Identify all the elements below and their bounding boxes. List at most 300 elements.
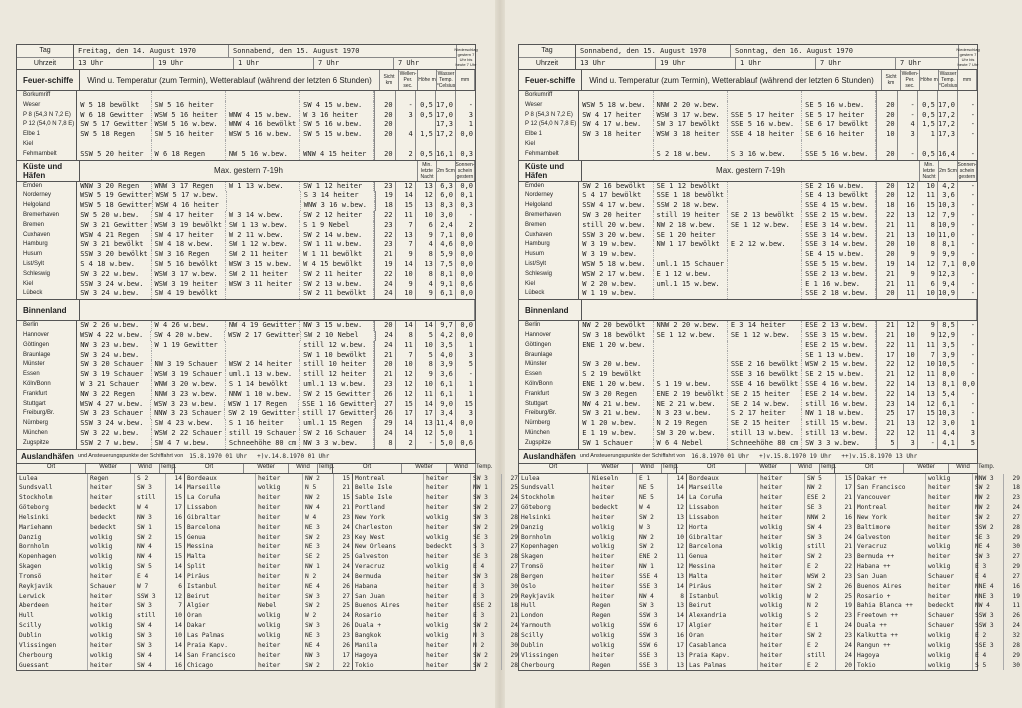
- port-temp: 16: [676, 632, 684, 639]
- port-name: New York: [855, 513, 926, 523]
- port-wind: SW 2: [805, 552, 836, 562]
- port-weather: wolkig: [590, 523, 637, 533]
- port-wind: W 4: [637, 503, 668, 513]
- weather-obs: [728, 250, 802, 260]
- weather-obs: SW 5 16 w.bew.: [300, 120, 374, 130]
- measure-value: 17,0: [436, 100, 453, 109]
- port-name: Algier: [687, 621, 758, 631]
- weather-obs: SSE 5 16 w.bew.: [802, 150, 876, 160]
- weather-obs: W 6 4 Nebel: [654, 439, 728, 449]
- station-row: [17, 91, 475, 101]
- port-row: [17, 661, 518, 671]
- port-temp: 23: [342, 632, 350, 639]
- measure-value: 12: [395, 380, 415, 390]
- weather-obs: [728, 270, 802, 280]
- port-temp: 26: [1012, 612, 1020, 620]
- port-wind: SE 2: [303, 552, 334, 562]
- kueste-col-min2: 2m 5cm: [437, 161, 456, 181]
- port-weather: Schauer: [88, 582, 135, 592]
- port-name: Portland: [353, 503, 424, 513]
- port-wind: E 4: [973, 651, 1004, 661]
- measure-value: 24: [374, 341, 394, 351]
- station-row: [519, 380, 977, 390]
- port-name: Manila: [353, 641, 424, 651]
- station-name: P 12 (54,0 N 7,8 E): [17, 120, 77, 130]
- port-temp: 15: [174, 533, 182, 541]
- feuerschiffe-header: [519, 70, 977, 91]
- measure-value: 0,3: [455, 201, 475, 211]
- measure-value: 23: [374, 182, 394, 192]
- measure-value: [435, 91, 455, 101]
- weather-obs: SSE 2 16 bewölkt: [728, 360, 802, 370]
- measure-value: -: [897, 111, 917, 121]
- port-temp: 15: [342, 474, 350, 482]
- port-temp: 21: [844, 494, 852, 502]
- port-temp: 23: [844, 632, 852, 639]
- weather-obs: NNW 1 10 w.bew.: [226, 390, 300, 400]
- weather-obs: still 19 Schauer: [226, 429, 300, 439]
- measure-value: 13: [897, 211, 917, 221]
- col-ort: Ort: [333, 464, 402, 473]
- port-temp: 15: [174, 494, 182, 502]
- port-temp: 28: [510, 632, 518, 639]
- binnenland-header: [17, 300, 475, 321]
- measure-value: 10: [917, 360, 937, 370]
- port-weather: heiter: [424, 592, 471, 602]
- port-weather: heiter: [590, 552, 637, 562]
- measure-value: 3,9: [937, 351, 957, 361]
- measure-value: 1: [957, 419, 977, 429]
- measure-value: 20: [374, 321, 394, 331]
- port-temp: 12: [676, 543, 684, 551]
- port-weather: wolkig: [926, 641, 973, 651]
- weather-obs: NW 3 22 Regen: [77, 390, 151, 400]
- rain-header: Niederschlag gestern 7 Uhr bis heute 7 Uhr: [454, 47, 478, 67]
- measure-value: 12: [917, 419, 937, 429]
- port-name: Messina: [185, 542, 256, 552]
- weather-obs: NNW 2 20 w.bew.: [654, 321, 728, 331]
- port-name: Bordeaux: [185, 474, 256, 484]
- measure-value: -: [897, 101, 917, 111]
- port-name: Montreal: [353, 474, 424, 484]
- measure-value: 10,3: [938, 201, 955, 210]
- port-row: [17, 592, 518, 602]
- date-header: [17, 45, 478, 70]
- measure-value: -: [957, 250, 977, 260]
- measure-value: 8: [917, 240, 937, 250]
- port-temp: 24: [342, 612, 350, 620]
- weather-obs: WSW 3 19 Schauer: [152, 370, 226, 380]
- feuerschiffe-col-per: Wellen- Per. sec.: [399, 71, 417, 89]
- port-name: Galveston: [353, 552, 424, 562]
- measure-value: -: [917, 439, 937, 449]
- port-name: Tromsö: [17, 572, 88, 582]
- port-weather: wolkig: [88, 611, 135, 621]
- port-wind: SE 3: [973, 533, 1004, 543]
- port-wind: still: [135, 611, 166, 621]
- weather-obs: SW 1 Schauer: [579, 439, 653, 449]
- port-weather: wolkig: [758, 592, 805, 602]
- kueste-col-min: Min. letzte Nacht: [418, 161, 437, 181]
- port-wind: NNE 3: [973, 592, 1004, 602]
- port-temp: 15: [174, 523, 182, 531]
- port-name: Piräus: [185, 572, 256, 582]
- port-name: Genua: [687, 552, 758, 562]
- station-name: Fehmarnbelt: [519, 150, 579, 160]
- port-row: [17, 572, 518, 582]
- measure-value: 10: [917, 289, 937, 299]
- measure-value: 9,0: [435, 400, 455, 410]
- port-wind: NW 2: [637, 533, 668, 543]
- weather-obs: SE 5 16 w.bew.: [802, 101, 876, 111]
- measure-value: 1,5: [415, 130, 435, 140]
- measure-value: 8: [917, 221, 937, 231]
- measure-value: 12: [415, 191, 435, 201]
- port-wind: NNW 2: [805, 513, 836, 523]
- station-row: [17, 331, 475, 341]
- measure-value: 9: [917, 270, 937, 280]
- weather-obs: [579, 140, 653, 150]
- weather-obs: W 6 18 Regen: [152, 150, 226, 160]
- port-name: Guessant: [17, 661, 88, 671]
- measure-value: 17: [876, 351, 896, 361]
- measure-value: 10: [897, 351, 917, 361]
- port-weather: heiter: [926, 582, 973, 592]
- measure-value: 9: [395, 250, 415, 260]
- auslandhaefen-subtitle: und Ansteuerungspunkte der Schiffahrt von: [77, 453, 184, 459]
- kueste-desc: Max. gestern 7-19h: [80, 161, 418, 181]
- weather-obs: WSW 5 16 heiter: [152, 111, 226, 121]
- station-name: Göttingen: [17, 341, 77, 351]
- weather-obs: SW 4 19 bewölkt: [152, 289, 226, 299]
- col-temp: Temp.: [978, 463, 995, 470]
- station-name: Weser: [519, 101, 579, 111]
- port-name: Dakar ++: [855, 474, 926, 484]
- measure-value: 12: [897, 321, 917, 331]
- weather-obs: SW 1 11 w.bew.: [300, 240, 374, 250]
- port-weather: wolkig: [88, 651, 135, 661]
- port-temp: 25: [342, 602, 350, 610]
- port-weather: wolkig: [590, 542, 637, 552]
- weather-obs: WSW 2 17 Gewitter: [225, 331, 301, 341]
- measure-value: 22: [876, 341, 896, 351]
- weather-obs: WSW 5 16 w.bew.: [226, 130, 300, 140]
- station-name: Münster: [519, 360, 579, 370]
- feuerschiffe-desc: Wind u. Temperatur (zum Termin), Wetterablauf (während der letzten 6 Stunden): [582, 70, 882, 90]
- port-weather: wolkig: [758, 542, 805, 552]
- weather-obs: W 3 21 Schauer: [77, 380, 151, 390]
- station-name: Köln/Bonn: [17, 380, 77, 390]
- port-temp: 30: [510, 641, 518, 649]
- measure-value: 8,1: [435, 270, 455, 280]
- measure-value: [897, 91, 917, 101]
- weather-obs: S 2 17 heiter: [728, 409, 802, 419]
- port-weather: heiter: [926, 503, 973, 513]
- weather-obs: SSE 5 17 heiter: [728, 111, 802, 121]
- station-name: Essen: [17, 370, 77, 380]
- measure-value: 8,0: [937, 370, 957, 380]
- port-weather: heiter: [256, 562, 303, 572]
- measure-value: -: [455, 370, 475, 380]
- station-name: München: [519, 429, 579, 439]
- measure-value: 11: [917, 429, 937, 439]
- weather-obs: SW 5 15 w.bew.: [300, 130, 374, 140]
- measure-value: 0,0: [455, 270, 475, 280]
- port-wind: SW 3: [805, 533, 836, 543]
- port-temp: 27: [342, 592, 350, 600]
- port-temp: 15: [844, 474, 852, 482]
- port-name: Habana: [353, 582, 424, 592]
- col-ort: Ort: [835, 464, 904, 473]
- measure-value: 3,9: [435, 360, 455, 370]
- port-wind: SW 3: [135, 631, 166, 641]
- tag-label-block: [519, 45, 576, 69]
- measure-value: 16,1: [436, 149, 453, 158]
- weather-obs: SSE 2 13 w.bew.: [802, 270, 876, 280]
- port-name: Sundsvall: [519, 483, 590, 493]
- port-name: Gibraltar: [185, 513, 256, 523]
- col-wind: Wind: [791, 464, 820, 473]
- port-temp: 29: [510, 651, 518, 659]
- port-weather: heiter: [88, 601, 135, 611]
- port-weather: wolkig: [590, 621, 637, 631]
- weather-obs: WSW 3 19 heiter: [152, 280, 226, 290]
- station-name: Frankfurt: [519, 390, 579, 400]
- weather-obs: [728, 182, 802, 192]
- weather-obs: SW 3 21 Gewitter: [77, 221, 151, 231]
- weather-obs: WSW 2 17 w.bew.: [579, 270, 653, 280]
- measure-value: -: [957, 331, 977, 341]
- port-row: [519, 533, 1020, 543]
- station-row: [17, 270, 475, 280]
- measure-value: [937, 91, 957, 101]
- station-name: Stuttgart: [519, 400, 579, 410]
- port-temp: 23: [1012, 494, 1020, 502]
- station-name: Münster: [17, 360, 77, 370]
- station-name: Husum: [17, 250, 77, 260]
- hour-h3: 1 Uhr: [736, 58, 816, 70]
- measure-value: [917, 140, 937, 150]
- measure-value: 4,2: [435, 331, 455, 341]
- measure-value: 1: [455, 390, 475, 400]
- port-row: [519, 621, 1020, 631]
- weather-obs: WNW 3 20 Regen: [77, 182, 151, 192]
- measure-value: 0,5: [917, 101, 937, 111]
- weather-obs: SE 2 16 w.bew.: [802, 182, 876, 192]
- weather-obs: [654, 370, 728, 380]
- port-weather: heiter: [758, 641, 805, 651]
- port-weather: wolkig: [88, 562, 135, 572]
- port-name: Dublin: [17, 631, 88, 641]
- weather-obs: WNW 4 16 bewölkt: [226, 120, 300, 130]
- port-wind: SW 5: [135, 562, 166, 572]
- weather-obs: SW 4 7 w.bew.: [152, 439, 226, 449]
- port-name: Helsinki: [519, 513, 590, 523]
- port-name: Duala +: [353, 621, 424, 631]
- port-name: Freetown ++: [855, 611, 926, 621]
- hour-h4: 7 Uhr: [314, 58, 394, 70]
- measure-value: 0,0: [455, 130, 475, 140]
- weather-obs: NW 4 19 Gewitter: [226, 321, 300, 331]
- port-weather: Regen: [88, 474, 135, 484]
- port-temp: 23: [342, 513, 350, 521]
- station-name: List/Sylt: [17, 260, 77, 270]
- measure-value: 27: [375, 400, 395, 410]
- weather-obs: SE 6 16 heiter: [802, 130, 876, 140]
- port-name: Tokio: [353, 661, 424, 671]
- measure-value: 0,1: [455, 191, 475, 201]
- station-name: Braunlage: [17, 351, 77, 361]
- auslandhaefen-title: Auslandhäfen: [523, 451, 576, 461]
- weather-obs: SW 2 11 heiter: [226, 270, 300, 280]
- station-row: [519, 250, 977, 260]
- measure-value: 1: [455, 380, 475, 390]
- weather-obs: E 3 14 heiter: [728, 321, 802, 331]
- port-row: [519, 493, 1020, 503]
- port-name: Beirut: [687, 601, 758, 611]
- weather-obs: SE 1 12 w.bew.: [654, 331, 728, 341]
- port-name: Hull: [519, 601, 590, 611]
- kueste-header: [17, 161, 475, 182]
- port-name: Hagoya: [855, 651, 926, 661]
- measure-value: 22: [876, 429, 896, 439]
- weather-obs: SE 2 15 heiter: [728, 419, 802, 429]
- port-temp: 22: [844, 563, 852, 571]
- port-wind: E 3: [471, 582, 502, 592]
- weather-obs: WSW 3 19 bewölkt: [152, 221, 226, 231]
- station-row: [17, 439, 475, 449]
- weather-obs: SSE 4 18 heiter: [728, 130, 802, 140]
- measure-value: 0,0: [957, 260, 977, 270]
- port-weather: heiter: [758, 483, 805, 493]
- measure-value: 22: [876, 380, 896, 390]
- port-temp: 24: [342, 572, 350, 580]
- weather-obs: S 1 16 heiter: [226, 419, 300, 429]
- station-name: Zugspitze: [519, 439, 579, 449]
- measure-value: 2: [395, 439, 415, 449]
- port-weather: wolkig: [88, 533, 135, 543]
- port-name: Gibraltar: [687, 533, 758, 543]
- measure-value: [957, 140, 977, 150]
- station-name: Braunlage: [519, 351, 579, 361]
- port-weather: heiter: [590, 483, 637, 493]
- weather-obs: SSE 5 15 w.bew.: [802, 260, 876, 270]
- port-weather: wolkig: [926, 651, 973, 661]
- weather-obs: SW 3 24 w.bew.: [77, 289, 151, 299]
- measure-value: 0,5: [415, 101, 435, 111]
- measure-value: -: [957, 201, 977, 211]
- station-name: Bremen: [519, 221, 579, 231]
- port-temp: 29: [1012, 474, 1020, 482]
- hour-h4: 7 Uhr: [816, 58, 896, 70]
- col-wetter: Wetter: [746, 464, 791, 473]
- measure-value: 10: [897, 240, 917, 250]
- hour-h2: 19 Uhr: [154, 58, 234, 70]
- weather-obs: SE 1 12 w.bew.: [728, 221, 802, 231]
- weather-obs: [152, 351, 226, 361]
- measure-value: 0,5: [917, 111, 937, 121]
- measure-value: 0,6: [455, 439, 475, 449]
- port-weather: heiter: [758, 631, 805, 641]
- measure-value: [395, 140, 415, 150]
- weather-obs: [728, 260, 802, 270]
- port-wind: SW 3: [973, 552, 1004, 562]
- weather-obs: SW 5 20 w.bew.: [77, 211, 151, 221]
- measure-value: 21: [876, 221, 896, 231]
- port-weather: heiter: [424, 661, 471, 671]
- port-wind: NE 4: [303, 641, 334, 651]
- auslandhaefen-header: [519, 450, 977, 464]
- port-name: Bermuda ++: [855, 552, 926, 562]
- measure-value: 10: [395, 360, 415, 370]
- weather-obs: uml.1 13 w.bew.: [300, 380, 374, 390]
- port-weather: wolkig: [256, 611, 303, 621]
- col-temp: Temp.: [160, 463, 177, 470]
- weather-obs: S 3 14 heiter: [301, 191, 375, 201]
- measure-value: 22: [374, 270, 394, 280]
- measure-value: -: [957, 409, 977, 419]
- weather-obs: [802, 140, 876, 150]
- port-wind: NW 3: [303, 651, 334, 661]
- weather-obs: WSW 3 18 heiter: [654, 130, 728, 140]
- measure-value: 5: [455, 360, 475, 370]
- measure-value: -: [957, 150, 977, 160]
- measure-value: 21: [876, 270, 896, 280]
- measure-value: -: [957, 101, 977, 111]
- measure-value: 0,6: [455, 280, 475, 290]
- port-weather: heiter: [424, 611, 471, 621]
- port-row: [17, 503, 518, 513]
- weather-obs: WSW 2 15 w.bew.: [802, 360, 876, 370]
- port-temp: 16: [174, 513, 182, 521]
- port-wind: N 2: [471, 641, 502, 651]
- measure-value: -: [957, 390, 977, 400]
- weather-obs: ESE 2 14 w.bew.: [802, 390, 876, 400]
- measure-value: 17,3: [436, 120, 453, 129]
- weather-obs: W 1 19 w.bew.: [579, 289, 653, 299]
- measure-value: 5,4: [937, 390, 957, 400]
- feuerschiffe-col-per: Wellen- Per. sec.: [901, 71, 919, 89]
- port-row: [519, 651, 1020, 661]
- measure-value: 15: [395, 400, 415, 410]
- port-name: Kopenhagen: [519, 542, 590, 552]
- weather-obs: [152, 140, 226, 150]
- weather-obs: W 1 11 bewölkt: [300, 250, 374, 260]
- weather-obs: SW 5 16 bewölkt: [152, 260, 226, 270]
- measure-value: 5: [957, 439, 977, 449]
- port-temp: 17: [342, 651, 350, 659]
- port-weather: heiter: [256, 493, 303, 503]
- weather-obs: SSE 4 15 w.bew.: [802, 201, 876, 211]
- weather-obs: SSW 2 18 w.bew.: [654, 201, 728, 211]
- port-row: [519, 582, 1020, 592]
- port-weather: heiter: [758, 572, 805, 582]
- measure-value: 20: [374, 150, 394, 160]
- port-wind: SW 2: [303, 601, 334, 611]
- port-weather: bedeckt: [424, 542, 471, 552]
- measure-value: 3,0: [937, 419, 957, 429]
- measure-value: 19: [374, 260, 394, 270]
- port-temp: 25: [844, 592, 852, 600]
- station-row: [519, 201, 977, 211]
- measure-value: 0,5: [917, 150, 937, 160]
- port-wind: SSW 3: [637, 611, 668, 621]
- port-wind: SSW 2: [973, 523, 1004, 533]
- port-wind: SW 3: [471, 513, 502, 523]
- port-row: [17, 552, 518, 562]
- port-temp: 26: [844, 582, 852, 590]
- station-name: Freiburg/Br.: [519, 409, 579, 419]
